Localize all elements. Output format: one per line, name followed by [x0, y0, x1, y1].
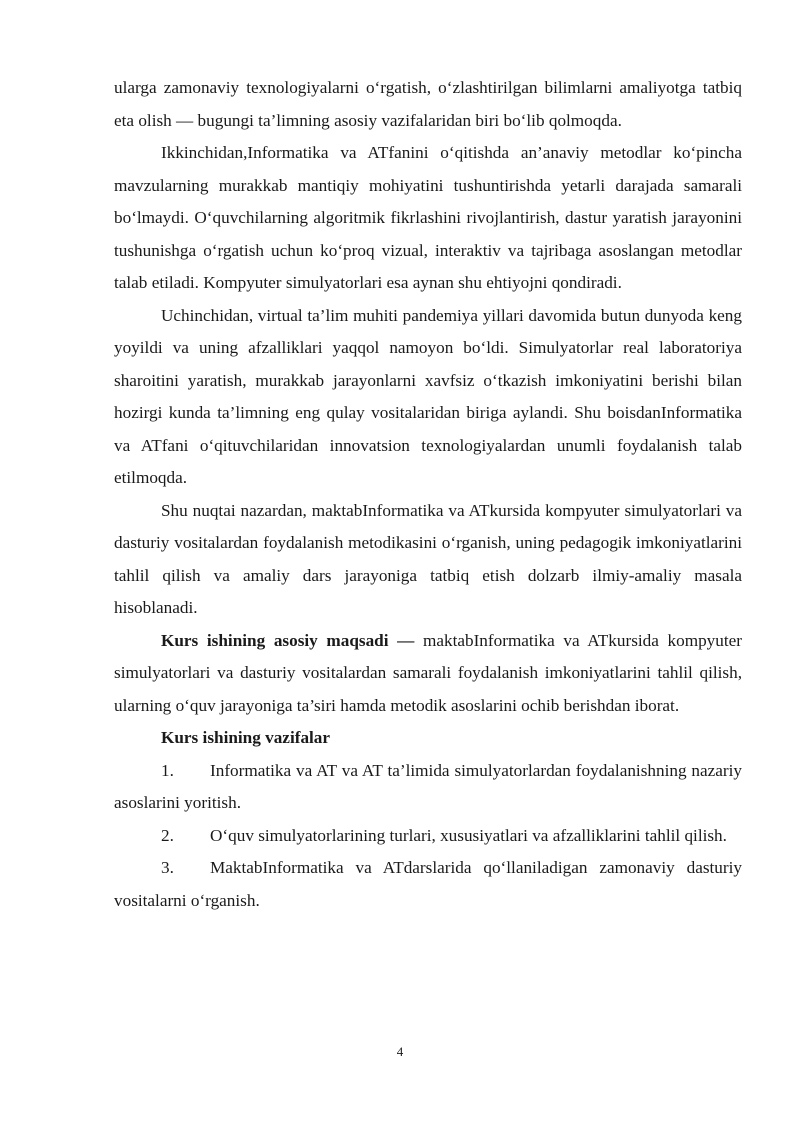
paragraph-second-reason: Ikkinchidan,Informatika va ATfanini o‘qitishda an’anaviy metodlar ko‘pincha mavzularning murakkab mantiqiy mohiyatini tushuntirishda yetarli darajada samarali bo‘lmaydi. O‘quvchilarning algoritmik fikrlashini rivojlantirish, dastur yaratish jarayonini tushunishga o‘rgatish uchun ko‘proq vizual, interaktiv va tajribaga asoslangan metodlar talab etiladi. Kompyuter simulyatorlari esa aynan shu ehtiyojni qondiradi.	[114, 143, 742, 292]
task-text: MaktabInformatika va ATdarslarida qo‘llaniladigan zamonaviy dasturiy vositalarni o‘rganish.	[114, 858, 742, 910]
page-number: 4	[396, 1044, 404, 1059]
goal-label: Kurs ishining asosiy maqsadi —	[161, 630, 415, 650]
paragraph-third-reason: Uchinchidan, virtual ta’lim muhiti pandemiya yillari davomida butun dunyoda keng yoyildi va uning afzalliklari yaqqol namoyon bo‘ldi. Simulyatorlar real laboratoriya sharoitini yaratish, murakkab jarayonlarni xavfsiz o‘tkazish imkoniyatini berishi bilan hozirgi kunda ta’limning eng qulay vositalaridan biriga aylandi. Shu boisdanInformatika va ATfani o‘qituvchilaridan innovatsion texnologiyalardan unumli foydalanish talab etilmoqda.	[114, 305, 742, 487]
task-item	[114, 755, 742, 820]
paragraph-continuation: ularga zamonaviy texnologiyalarni o‘rgatish, o‘zlashtirilgan bilimlarni amaliyotga tatbiq eta olish — bugungi ta’limning asosiy vazifalaridan biri bo‘lib qolmoqda.	[114, 78, 742, 130]
task-text: Informatika va AT va AT ta’limida simulyatorlardan foydalanishning nazariy asoslarini yoritish.	[114, 760, 742, 812]
task-item	[114, 852, 742, 917]
task-item	[114, 820, 742, 853]
task-number: 1.	[161, 760, 174, 780]
paragraph-relevance: Shu nuqtai nazardan, maktabInformatika va ATkursida kompyuter simulyatorlari va dasturiy vositalardan foydalanish metodikasini o‘rganish, uning pedagogik imkoniyatlarini tahlil qilish va amaliy dars jarayoniga tatbiq etish dolzarb ilmiy-amaliy masala hisoblanadi.	[114, 500, 742, 617]
document-page	[114, 72, 742, 917]
paragraph-goal	[114, 625, 742, 723]
goal-text: maktabInformatika va ATkursida kompyuter simulyatorlari va dasturiy vositalardan samarali foydalanish imkoniyatlarini tahlil qilish, ularning o‘quv jarayoniga ta’siri hamda metodik asoslarini ochib berishdan iborat.	[114, 630, 742, 715]
tasks-heading: Kurs ishining vazifalar	[161, 728, 331, 747]
task-text: O‘quv simulyatorlarining turlari, xususiyatlari va afzalliklarini tahlil qilish.	[210, 825, 727, 845]
task-number: 2.	[161, 825, 174, 845]
task-number: 3.	[161, 858, 174, 877]
